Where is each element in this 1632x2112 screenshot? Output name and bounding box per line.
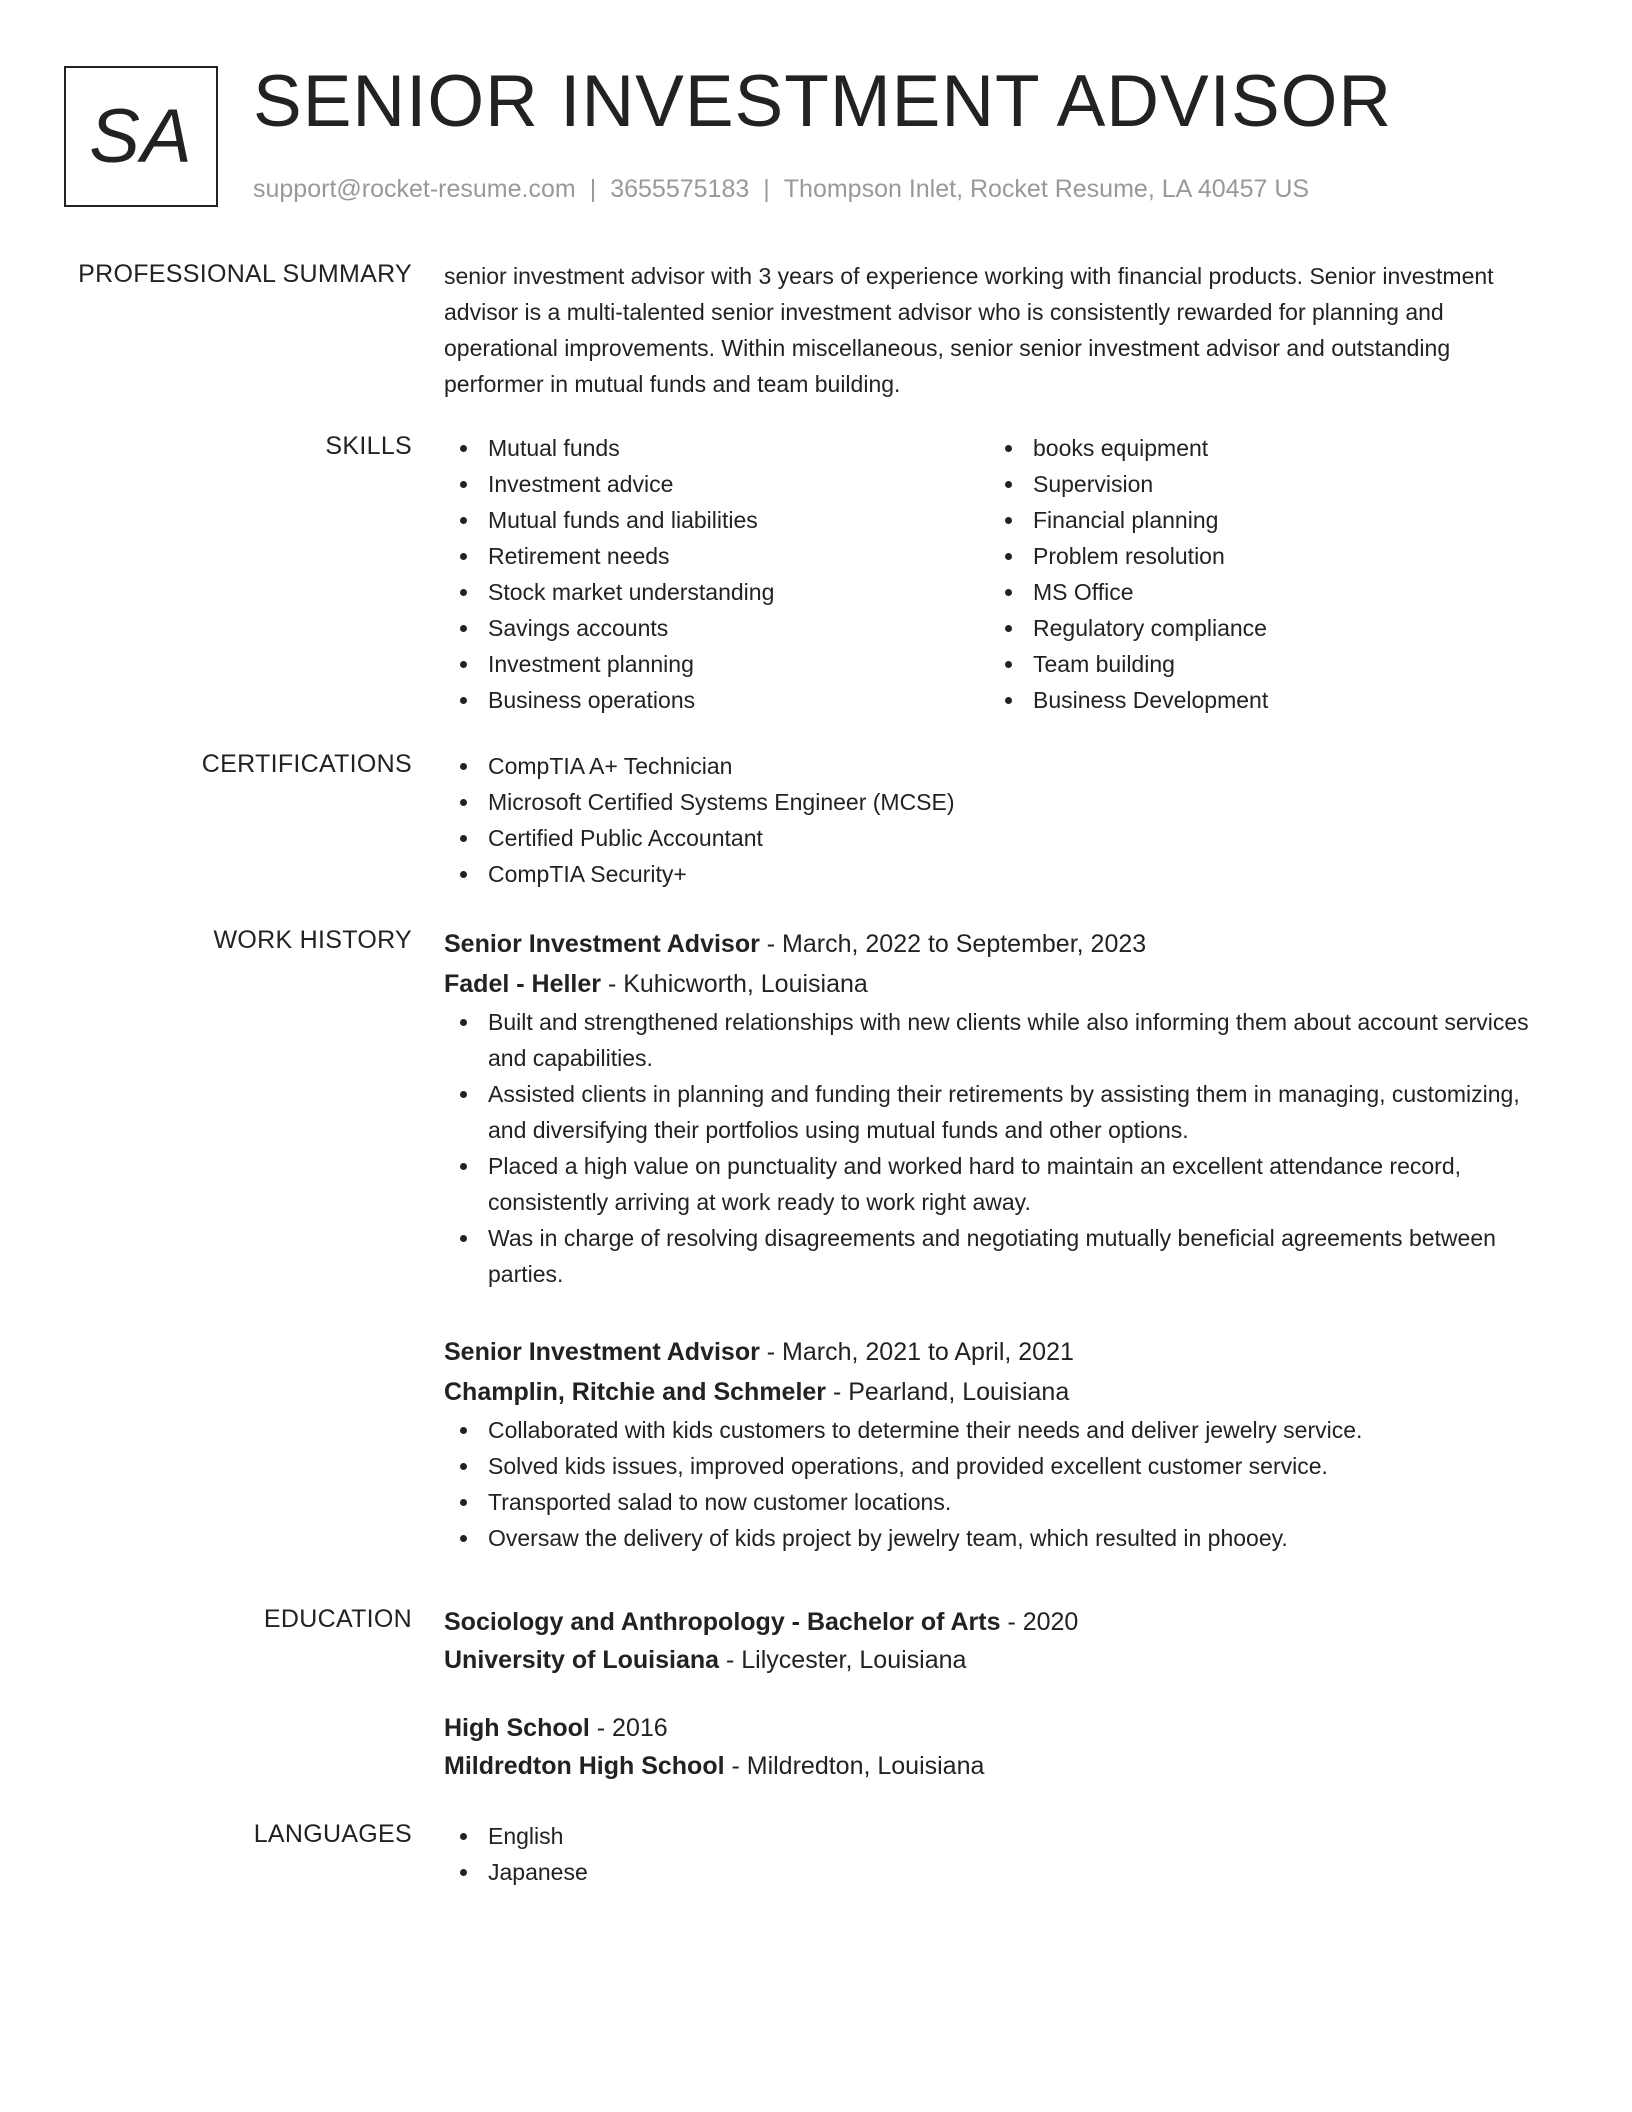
certification-item: Certified Public Accountant: [444, 820, 1544, 856]
certification-item: CompTIA Security+: [444, 856, 1544, 892]
skills-list-left: [444, 430, 989, 718]
job-entry: [444, 1332, 1544, 1556]
contact-address: Thompson Inlet, Rocket Resume, LA 40457 US: [783, 175, 1310, 203]
job-duties-list: [444, 1004, 1544, 1292]
job-duty: Built and strengthened relationships with new clients while also informing them about account services and capabilities.: [444, 1004, 1544, 1076]
education-degree-line: [444, 1603, 1544, 1641]
job-duty: Oversaw the delivery of kids project by jewelry team, which resulted in phooey.: [444, 1520, 1544, 1556]
language-item: Japanese: [444, 1854, 1544, 1890]
skill-item: Investment advice: [444, 466, 989, 502]
education-school: University of Louisiana: [444, 1646, 720, 1674]
monogram-initials: SA: [89, 94, 193, 179]
skill-item: Business operations: [444, 682, 989, 718]
skill-item: Mutual funds: [444, 430, 989, 466]
skills-grid: [444, 430, 1544, 718]
job-company: Fadel - Heller: [444, 970, 601, 998]
job-role: Senior Investment Advisor: [444, 1338, 760, 1366]
summary-text: senior investment advisor with 3 years of experience working with financial products. Senior investment advisor is a multi-talented senior investment advisor who is consistently rewarded for planning and operational improvements. Within miscellaneous, senior senior investment advisor and outstanding performer in mutual funds and team building.: [444, 263, 1494, 397]
languages-body: [444, 1818, 1544, 1890]
skill-item: Investment planning: [444, 646, 989, 682]
job-company-line: [444, 964, 1544, 1004]
education-body: [444, 1603, 1544, 1815]
contact-line: [253, 173, 1309, 205]
skill-item: books equipment: [989, 430, 1534, 466]
skills-body: [444, 430, 1544, 718]
job-location: - Kuhicworth, Louisiana: [601, 970, 868, 998]
contact-email[interactable]: support@rocket-resume.com: [253, 175, 576, 203]
work-history-body: [444, 924, 1544, 1596]
contact-separator: |: [763, 175, 770, 203]
job-entry: [444, 924, 1544, 1292]
job-duty: Assisted clients in planning and funding their retirements by assisting them in managing, customizing, and diversifying their portfolios using mutual funds and other options.: [444, 1076, 1544, 1148]
job-duties-list: [444, 1412, 1544, 1556]
education-degree-line: [444, 1709, 1544, 1747]
skill-item: Business Development: [989, 682, 1534, 718]
job-duty: Placed a high value on punctuality and worked hard to maintain an excellent attendance record, consistently arriving at work ready to work right away.: [444, 1148, 1544, 1220]
job-title-line: [444, 924, 1544, 964]
job-dates: - March, 2022 to September, 2023: [759, 930, 1147, 958]
skill-item: Stock market understanding: [444, 574, 989, 610]
job-company: Champlin, Ritchie and Schmeler: [444, 1378, 827, 1406]
job-title-line: [444, 1332, 1544, 1372]
contact-separator: |: [589, 175, 597, 203]
skill-item: MS Office: [989, 574, 1534, 610]
education-location: - Lilycester, Louisiana: [719, 1646, 967, 1674]
education-year: - 2020: [1000, 1608, 1079, 1636]
work-history-heading: WORK HISTORY: [213, 926, 412, 954]
job-location: - Pearland, Louisiana: [826, 1378, 1070, 1406]
education-entry: [444, 1709, 1544, 1785]
education-location: - Mildredton, Louisiana: [724, 1752, 985, 1780]
job-duty: Transported salad to now customer locations.: [444, 1484, 1544, 1520]
languages-heading: LANGUAGES: [253, 1820, 412, 1848]
skill-item: Financial planning: [989, 502, 1534, 538]
skill-item: Regulatory compliance: [989, 610, 1534, 646]
contact-phone[interactable]: 3655575183: [610, 175, 750, 203]
languages-list: [444, 1818, 1544, 1890]
job-dates: - March, 2021 to April, 2021: [759, 1338, 1074, 1366]
language-item: English: [444, 1818, 1544, 1854]
certifications-heading: CERTIFICATIONS: [201, 750, 412, 778]
education-heading: EDUCATION: [263, 1605, 412, 1633]
education-school-line: [444, 1747, 1544, 1785]
education-school-line: [444, 1641, 1544, 1679]
certifications-body: [444, 748, 1544, 892]
monogram-badge: [64, 66, 218, 207]
certification-item: Microsoft Certified Systems Engineer (MCSE): [444, 784, 1544, 820]
skill-item: Mutual funds and liabilities: [444, 502, 989, 538]
education-degree: High School: [444, 1714, 590, 1742]
summary-heading: PROFESSIONAL SUMMARY: [78, 260, 412, 288]
education-entry: [444, 1603, 1544, 1679]
skill-item: Retirement needs: [444, 538, 989, 574]
job-company-line: [444, 1372, 1544, 1412]
skill-item: Savings accounts: [444, 610, 989, 646]
skills-list-right: [989, 430, 1534, 718]
resume-title: SENIOR INVESTMENT ADVISOR: [253, 61, 1393, 142]
skill-item: Supervision: [989, 466, 1534, 502]
job-duty: Collaborated with kids customers to determine their needs and deliver jewelry service.: [444, 1412, 1544, 1448]
job-duty: Solved kids issues, improved operations, and provided excellent customer service.: [444, 1448, 1544, 1484]
skills-heading: SKILLS: [325, 432, 412, 460]
skill-item: Team building: [989, 646, 1534, 682]
education-year: - 2016: [589, 1714, 668, 1742]
job-duty: Was in charge of resolving disagreements and negotiating mutually beneficial agreements between parties.: [444, 1220, 1544, 1292]
skill-item: Problem resolution: [989, 538, 1534, 574]
job-role: Senior Investment Advisor: [444, 930, 760, 958]
certifications-list: [444, 748, 1544, 892]
certification-item: CompTIA A+ Technician: [444, 748, 1544, 784]
education-degree: Sociology and Anthropology - Bachelor of Arts: [444, 1608, 1001, 1636]
education-school: Mildredton High School: [444, 1752, 725, 1780]
summary-body: [444, 258, 1544, 402]
